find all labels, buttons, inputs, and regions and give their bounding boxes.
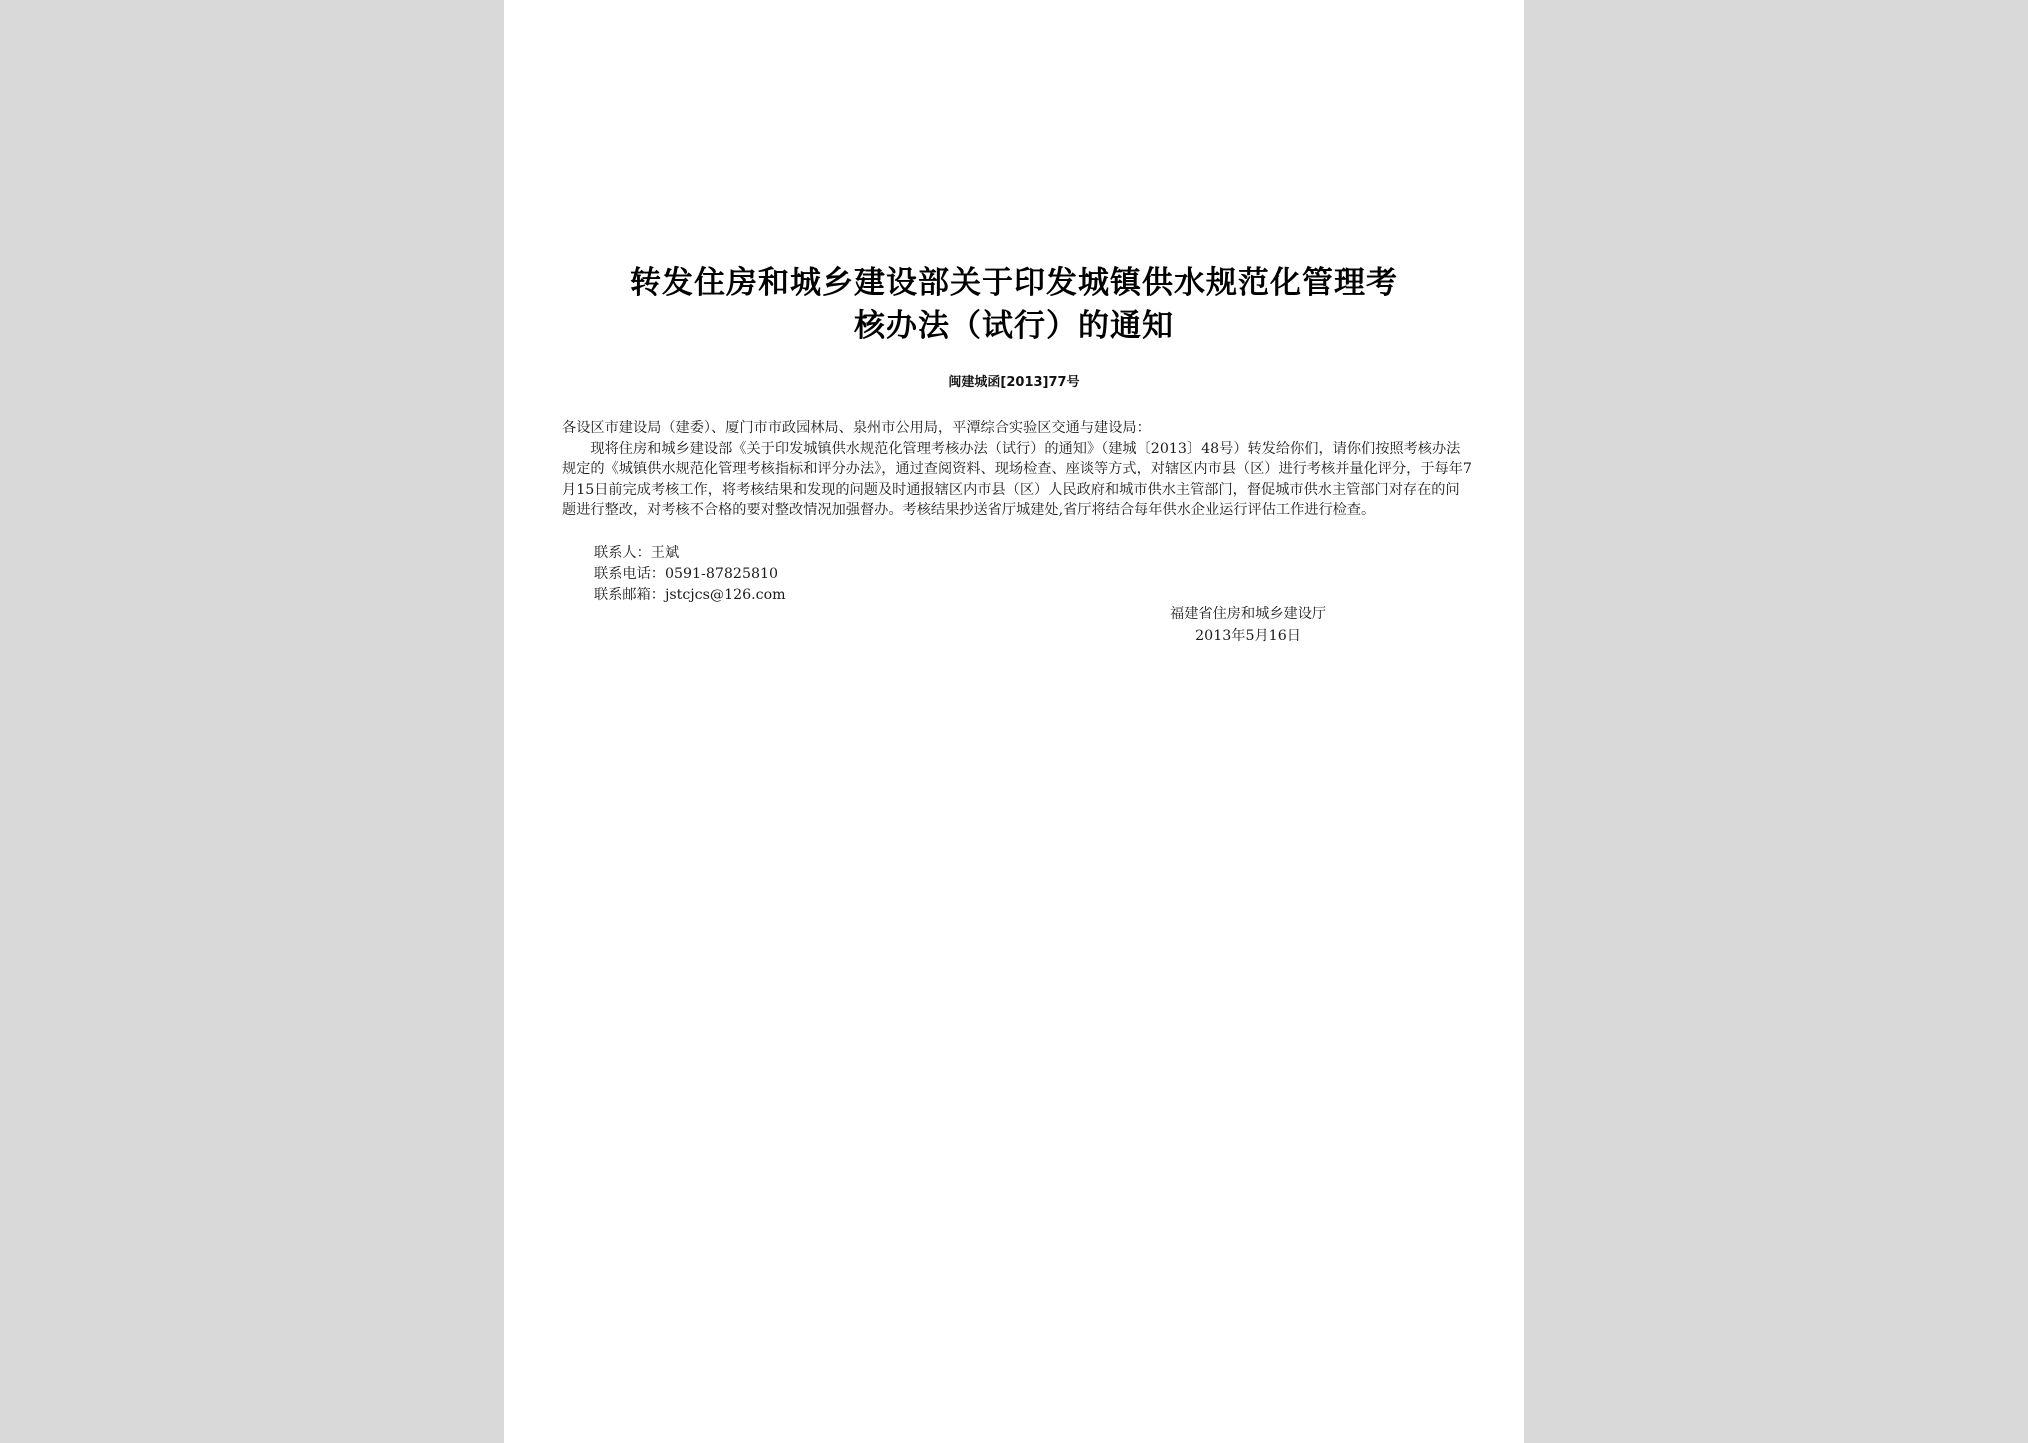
contact-person: 联系人：王斌 (594, 545, 680, 561)
addressee: 各设区市建设局（建委）、厦门市市政园林局、泉州市公用局，平潭综合实验区交通与建设局： (562, 420, 1151, 436)
contact-block (594, 543, 786, 606)
document-number: 闽建城函[2013]77号 (948, 375, 1080, 390)
contact-phone: 联系电话：0591-87825810 (594, 566, 779, 582)
title-line-1: 转发住房和城乡建设部关于印发城镇供水规范化管理考 (630, 265, 1398, 301)
issue-date: 2013年5月16日 (1195, 628, 1301, 644)
document-body (562, 418, 1472, 521)
issuer: 福建省住房和城乡建设厅 (1170, 606, 1327, 622)
main-paragraph: 现将住房和城乡建设部《关于印发城镇供水规范化管理考核办法（试行）的通知》（建城〔2013〕48号）转发给你们，请你们按照考核办法规定的《城镇供水规范化管理考核指标和评分办法》，通过查阅资料、现场检查、座谈等方式，对辖区内市县（区）进行考核并量化评分，于每年7月15日前完成考核工作，将考核结果和发现的问题及时通报辖区内市县（区）人民政府和城市供水主管部门，督促城市供水主管部门对存在的问题进行整改，对考核不合格的要对整改情况加强督办。考核结果抄送省厅城建处,省厅将结合每年供水企业运行评估工作进行检查。 (562, 440, 1472, 519)
signature-block (1170, 603, 1326, 647)
document-page (504, 0, 1524, 1443)
contact-email: 联系邮箱：jstcjcs@126.com (594, 587, 786, 603)
document-title (544, 262, 1484, 348)
title-line-2: 核办法（试行）的通知 (854, 308, 1174, 344)
